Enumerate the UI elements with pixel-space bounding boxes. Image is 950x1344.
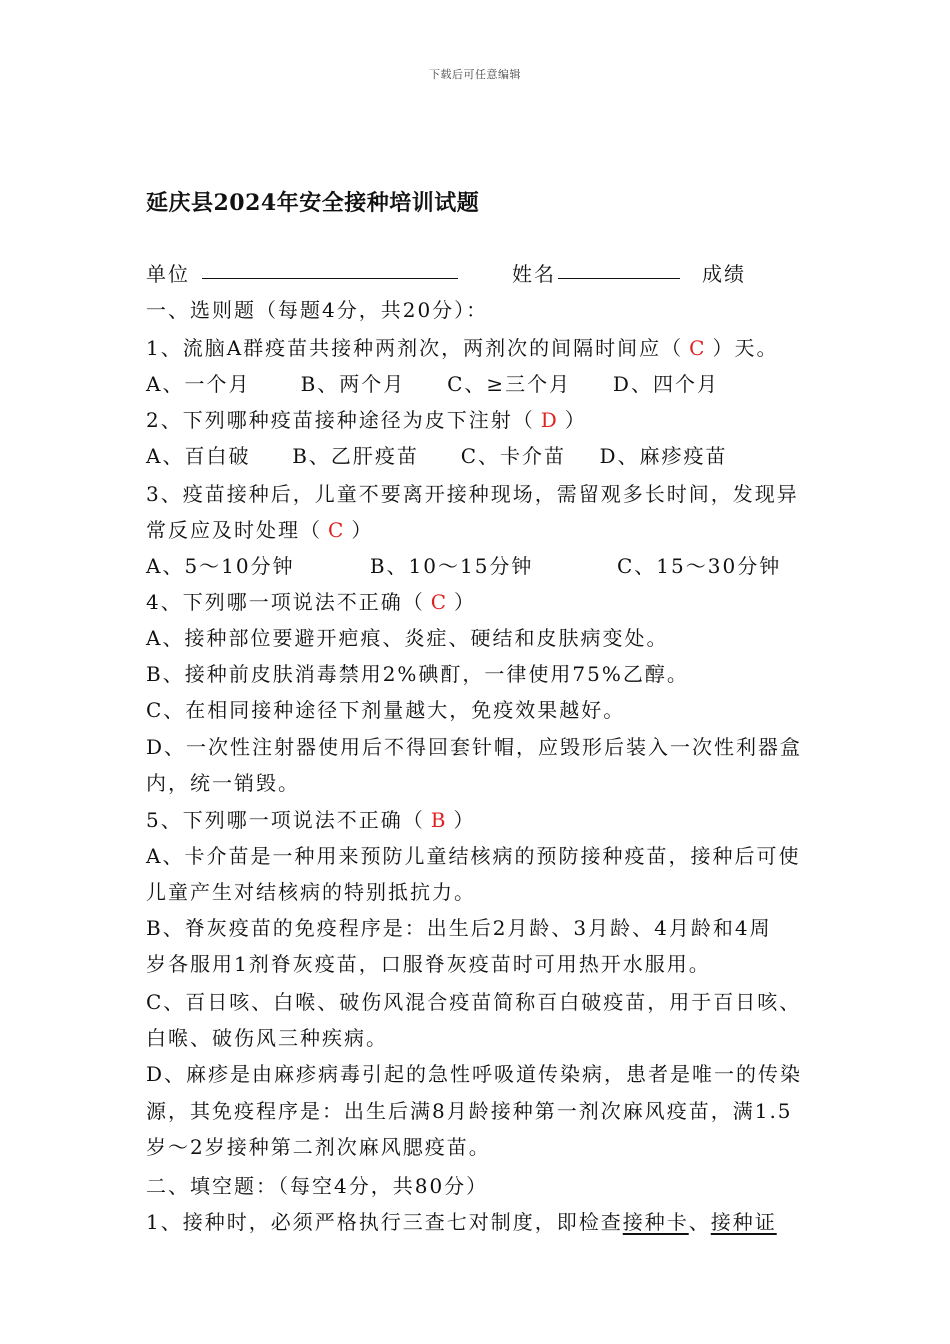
q4-stem: 4、下列哪一项说法不正确（ C ） [146,590,477,614]
q3-stem-line2: 常反应及时处理（ C ） [146,518,374,542]
q1-stem: 1、流脑A群疫苗共接种两剂次，两剂次的间隔时间应（ C ）天。 [146,336,779,360]
q5-option-b-line1: B、脊灰疫苗的免疫程序是：出生后2月龄、3月龄、4月龄和4周 [146,916,772,940]
q4-option-d-line1: D、一次性注射器使用后不得回套针帽，应毁形后装入一次性利器盒 [146,735,803,759]
q1-answer: C [689,336,707,360]
fill1-stem: 1、接种时，必须严格执行三查七对制度，即检查接种卡、接种证 [146,1210,777,1234]
q3-options: A、5～10分钟 B、10～15分钟 C、15～30分钟 [146,554,782,578]
q1-options: A、一个月 B、两个月 C、≥三个月 D、四个月 [146,372,719,396]
q3-answer: C [328,518,346,542]
unit-label: 单位 [146,262,190,286]
score-label: 成绩 [702,262,746,286]
q5-option-d-line1: D、麻疹是由麻疹病毒引起的急性呼吸道传染病，患者是唯一的传染 [146,1062,803,1086]
name-label: 姓名 [512,262,556,286]
name-blank[interactable] [558,260,680,279]
q4-answer: C [430,590,449,614]
q4-option-a: A、接种部位要避开疤痕、炎症、硬结和皮肤病变处。 [146,626,669,650]
section1-title: 一、选则题（每题4分，共20分）： [146,298,489,322]
q5-stem: 5、下列哪一项说法不正确（ B ） [146,808,476,832]
q3-stem-line1: 3、疫苗接种后，儿童不要离开接种现场，需留观多长时间，发现异 [146,482,799,506]
document-title: 延庆县2024年安全接种培训试题 [146,190,480,216]
q5-answer: B [430,808,448,832]
fill1-blank1: 接种卡 [622,1210,689,1234]
q2-stem: 2、下列哪种疫苗接种途径为皮下注射（ D ） [146,408,587,432]
section2-title: 二、填空题：（每空4分，共80分） [146,1174,489,1198]
q5-option-c-line1: C、百日咳、白喉、破伤风混合疫苗简称百白破疫苗，用于百日咳、 [146,990,802,1014]
q5-option-a-line1: A、卡介苗是一种用来预防儿童结核病的预防接种疫苗，接种后可使 [146,844,801,868]
q5-option-c-line2: 白喉、破伤风三种疾病。 [146,1026,388,1050]
q4-option-b: B、接种前皮肤消毒禁用2%碘酊，一律使用75%乙醇。 [146,662,689,686]
q5-option-d-line3: 岁～2岁接种第二剂次麻风腮疫苗。 [146,1135,491,1159]
q5-option-a-line2: 儿童产生对结核病的特别抵抗力。 [146,880,476,904]
header-note: 下载后可任意编辑 [429,68,521,81]
q4-option-c: C、在相同接种途径下剂量越大，免疫效果越好。 [146,698,626,722]
q5-option-d-line2: 源，其免疫程序是：出生后满8月龄接种第一剂次麻风疫苗，满1.5 [146,1099,793,1123]
q4-option-d-line2: 内，统一销毁。 [146,771,300,795]
q2-options: A、百白破 B、乙肝疫苗 C、卡介苗 D、麻疹疫苗 [146,444,728,468]
unit-blank[interactable] [202,260,458,279]
fill1-blank2: 接种证 [710,1210,777,1234]
q2-answer: D [540,408,559,432]
q5-option-b-line2: 岁各服用1剂脊灰疫苗，口服脊灰疫苗时可用热开水服用。 [146,952,711,976]
